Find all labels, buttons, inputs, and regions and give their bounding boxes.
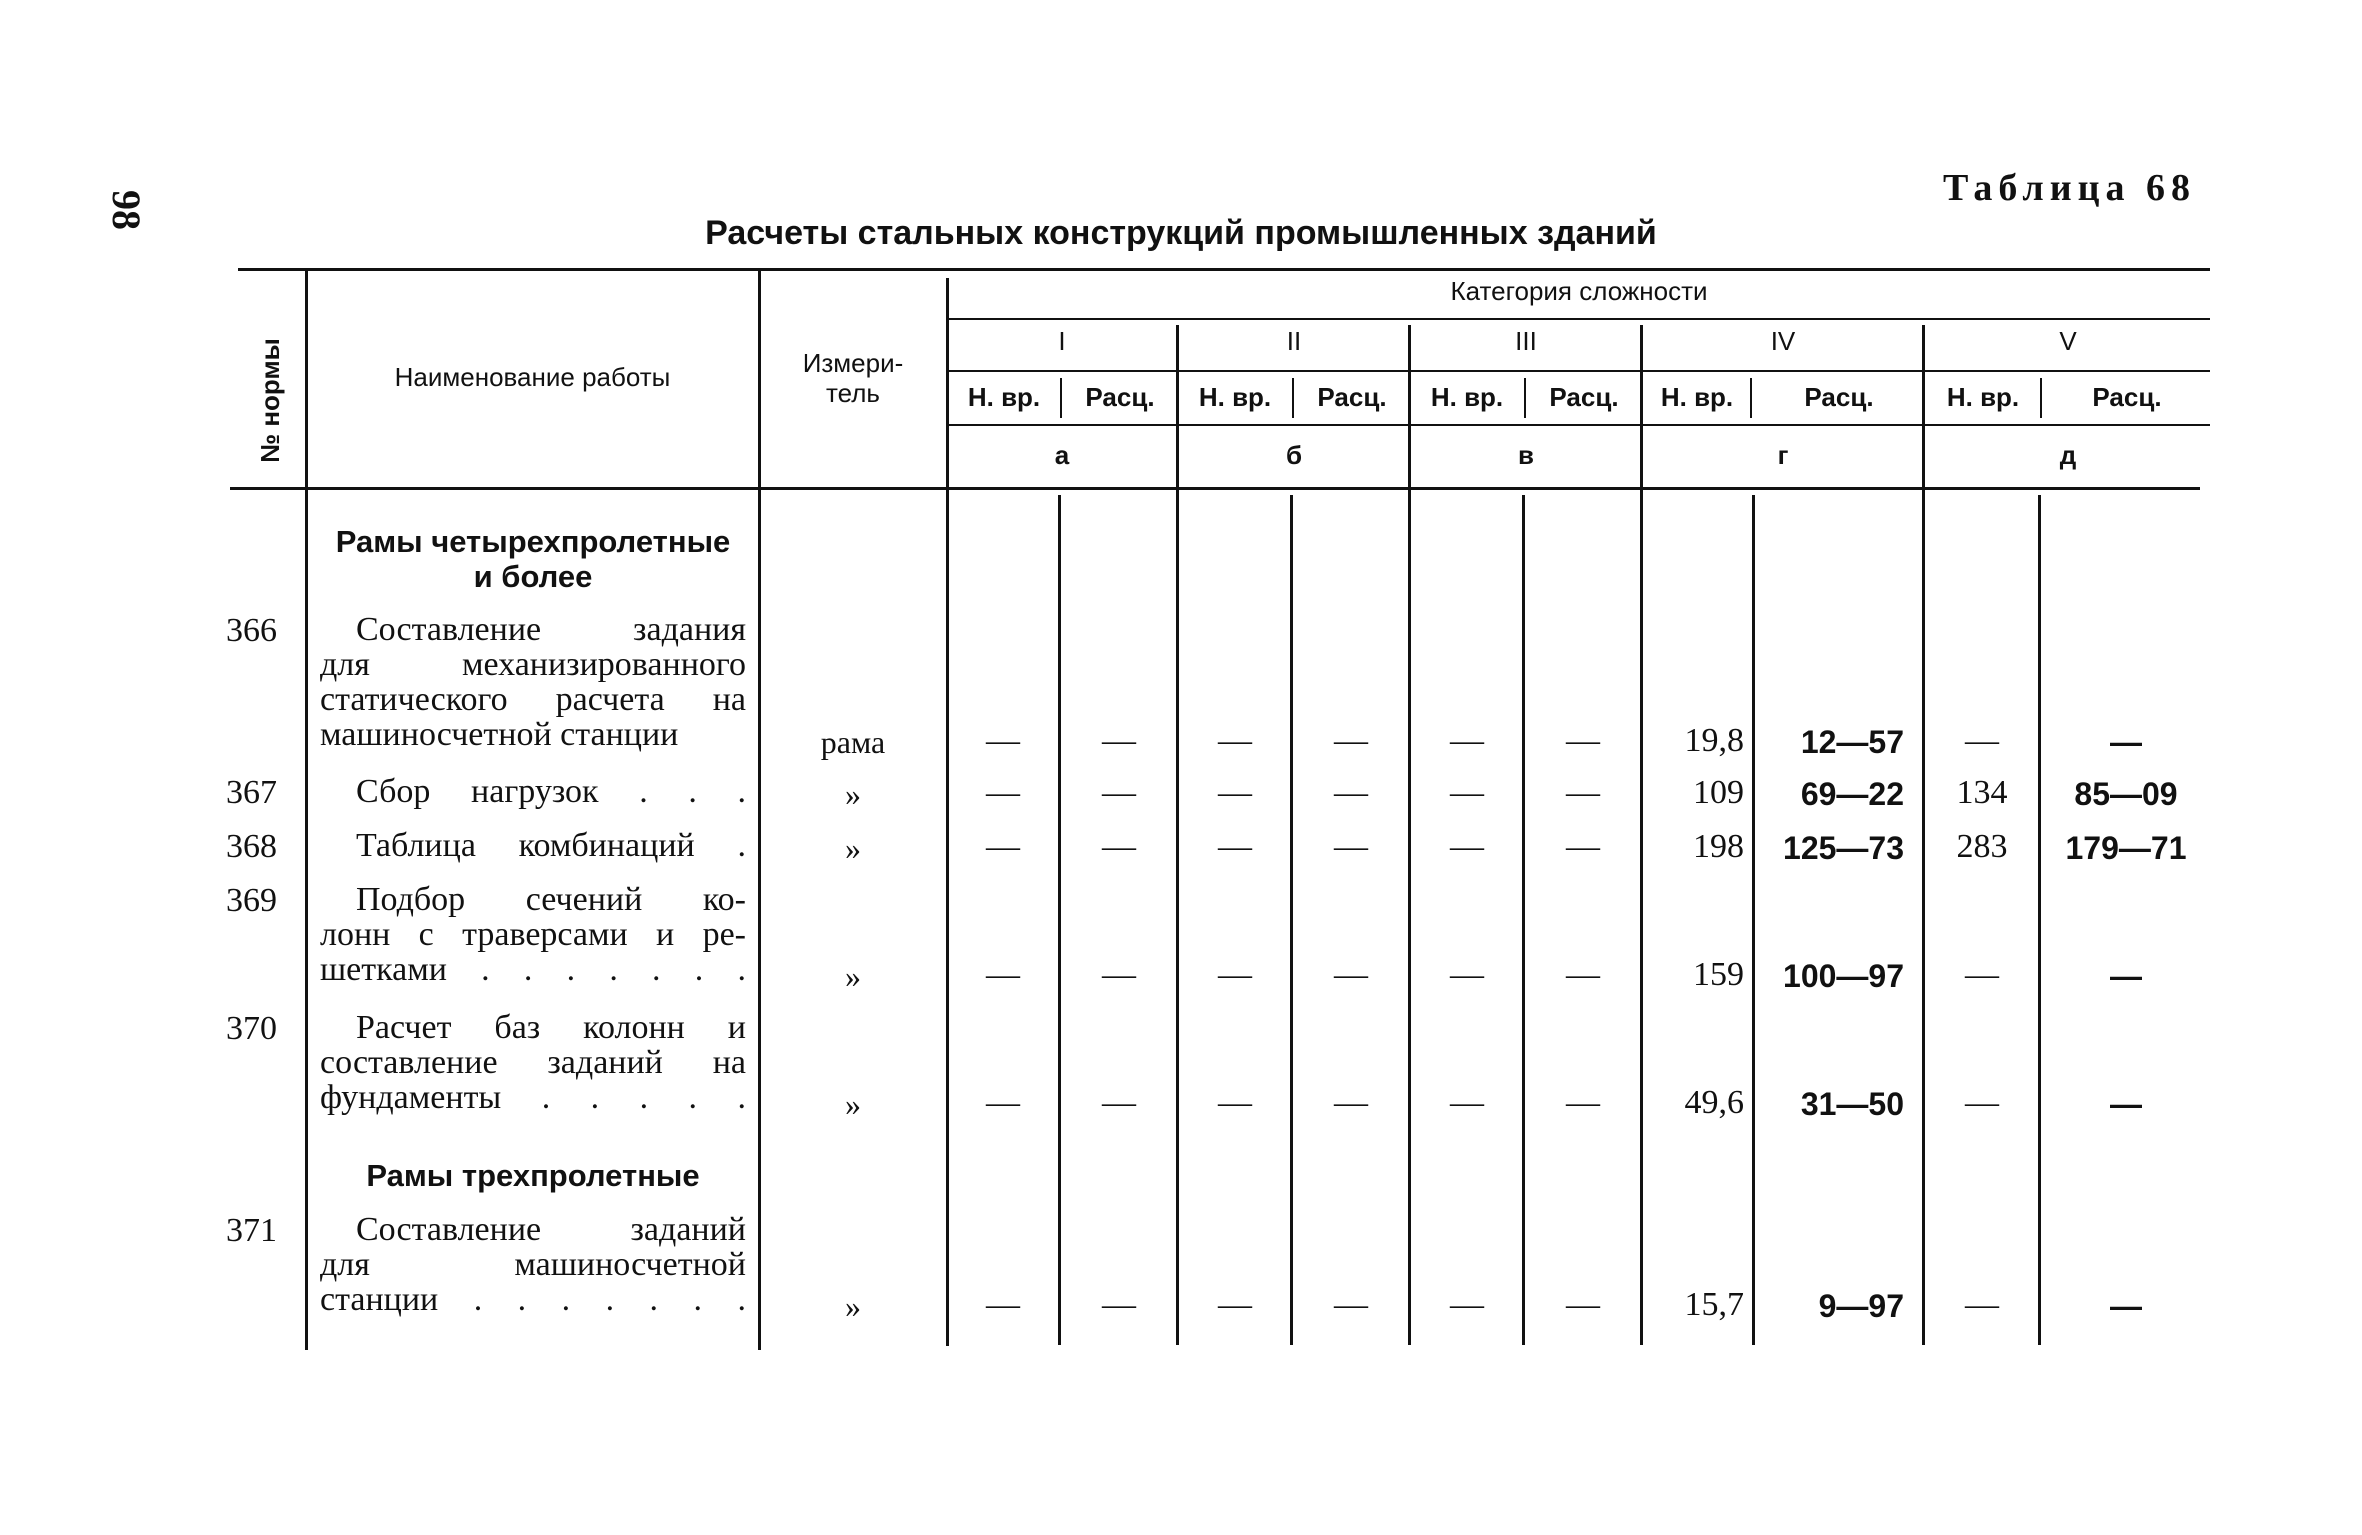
table-label: Таблица 68 [1942,167,2196,209]
work-name-line: станции . . . . . . . [320,1281,746,1318]
time-norm-cell: — [1450,1286,1484,1323]
time-norm-cell: — [986,774,1020,811]
work-name [320,612,746,752]
time-norm-cell: — [986,722,1020,759]
rate-cell: — [2110,724,2142,760]
time-norm-cell: — [986,1084,1020,1121]
category-header: III [1515,326,1537,356]
work-name-line: Подбор сечений ко- [356,881,746,918]
col-number-header: № нормы [254,337,285,463]
time-norm-cell: — [1218,774,1252,811]
work-name [320,1010,746,1115]
category-header: IV [1770,326,1796,356]
rate-cell: 100—97 [1783,958,1904,994]
time-norm-cell: — [1218,722,1252,759]
complexity-header: Категория сложности [1450,276,1708,306]
time-norm-cell: 19,8 [1684,722,1744,759]
col-unit-header-line2: тель [826,378,880,408]
column-letter: в [1518,440,1534,470]
work-name-line: Таблица комбинаций . [356,827,746,864]
time-norm-cell: — [1218,956,1252,993]
sub-header-rate: Расц. [1804,382,1874,412]
unit-of-measure: » [845,958,861,994]
work-name-line: Расчет баз колонн и [356,1009,746,1046]
norm-number: 368 [226,828,277,865]
col-unit-header [762,348,944,408]
time-norm-cell: — [1965,722,1999,759]
time-norm-cell: — [986,1286,1020,1323]
sub-header-time: Н. вр. [1660,382,1734,412]
unit-of-measure: » [845,1086,861,1122]
time-norm-cell: — [1965,1084,1999,1121]
rate-cell: — [1566,1286,1600,1323]
sub-header-rate: Расц. [2092,382,2162,412]
sub-header-rate: Расц. [1549,382,1619,412]
work-name-line: статического расчета на [320,681,746,718]
column-letter: д [2059,440,2077,470]
time-norm-cell: — [1450,828,1484,865]
category-header: I [1058,326,1066,356]
category-header: II [1286,326,1302,356]
work-name-line: лонн с траверсами и ре- [320,916,746,953]
work-name-line: для механизированного [320,646,746,683]
work-name [320,774,746,809]
category-header: V [2059,326,2077,356]
time-norm-cell: 198 [1693,828,1744,865]
section-heading-line1: Рамы четырехпролетные [335,524,731,559]
rate-cell: 69—22 [1800,776,1904,812]
unit-of-measure: » [845,1288,861,1324]
sub-header-time: Н. вр. [1430,382,1504,412]
rate-cell: — [1334,828,1368,865]
time-norm-cell: — [1218,828,1252,865]
sub-header-time: Н. вр. [1946,382,2020,412]
column-letter: б [1285,440,1303,470]
time-norm-cell: 109 [1693,774,1744,811]
work-name-line: Составление задания [356,611,746,648]
rate-cell: — [1102,956,1136,993]
section-heading: Рамы трехпролетные [366,1158,700,1193]
work-name [320,882,746,987]
rate-cell: 125—73 [1783,830,1904,866]
rate-cell: — [1334,1084,1368,1121]
rate-cell: 85—09 [2074,776,2178,812]
time-norm-cell: — [1450,956,1484,993]
work-name-line: Составление заданий [356,1211,746,1248]
rate-cell: — [1566,828,1600,865]
section-heading-line2: и более [473,559,593,594]
norm-number: 367 [226,774,277,811]
rate-cell: — [1102,1286,1136,1323]
sub-header-time: Н. вр. [1198,382,1272,412]
rate-cell: — [1566,1084,1600,1121]
time-norm-cell: 134 [1956,774,2008,811]
time-norm-cell: — [1218,1084,1252,1121]
rate-cell: — [1334,1286,1368,1323]
sub-header-time: Н. вр. [967,382,1041,412]
column-letter: г [1777,440,1789,470]
time-norm-cell: — [1218,1286,1252,1323]
rate-cell: — [1102,828,1136,865]
norm-number: 366 [226,612,277,649]
sub-header-rate: Расц. [1317,382,1387,412]
norm-number: 371 [226,1212,277,1249]
work-name [320,828,746,863]
time-norm-cell: — [1450,774,1484,811]
rate-cell: — [2110,1086,2142,1122]
rate-cell: — [2110,1288,2142,1324]
rate-cell: — [1102,722,1136,759]
rate-cell: 12—57 [1800,724,1904,760]
work-name [320,1212,746,1317]
rate-cell: — [1566,774,1600,811]
unit-of-measure: » [845,830,861,866]
table-title: Расчеты стальных конструкций промышленных зданий [705,214,1657,252]
rate-cell: 31—50 [1800,1086,1904,1122]
work-name-line: для машиносчетной [320,1246,746,1283]
rate-cell: — [1334,774,1368,811]
rate-cell: — [2110,958,2142,994]
time-norm-cell: — [986,956,1020,993]
norm-number: 369 [226,882,277,919]
section-heading [318,524,748,594]
page-number: 98 [104,190,149,230]
time-norm-cell: — [1450,1084,1484,1121]
col-unit-header-line1: Измери- [802,348,904,378]
col-name-header: Наименование работы [394,362,671,392]
unit-of-measure: рама [820,724,886,760]
rate-cell: 9—97 [1818,1288,1904,1324]
sub-header-rate: Расц. [1085,382,1155,412]
work-name-line: машиносчетной станции [320,716,679,753]
norm-number: 370 [226,1010,277,1047]
time-norm-cell: 15,7 [1684,1286,1744,1323]
rate-cell: — [1334,956,1368,993]
column-letter: а [1054,440,1070,470]
rate-cell: 179—71 [2065,830,2187,866]
time-norm-cell: — [986,828,1020,865]
time-norm-cell: 159 [1693,956,1744,993]
unit-of-measure: » [845,776,861,812]
work-name-line: составление заданий на [320,1044,746,1081]
work-name-line: фундаменты . . . . . [320,1079,746,1116]
work-name-line: Сбор нагрузок . . . [356,773,746,810]
rate-cell: — [1334,722,1368,759]
time-norm-cell: — [1450,722,1484,759]
time-norm-cell: — [1965,1286,1999,1323]
time-norm-cell: 283 [1956,828,2008,865]
rate-cell: — [1566,956,1600,993]
rate-cell: — [1566,722,1600,759]
rate-cell: — [1102,1084,1136,1121]
work-name-line: шетками . . . . . . . [320,951,746,988]
time-norm-cell: 49,6 [1684,1084,1744,1121]
time-norm-cell: — [1965,956,1999,993]
rate-cell: — [1102,774,1136,811]
